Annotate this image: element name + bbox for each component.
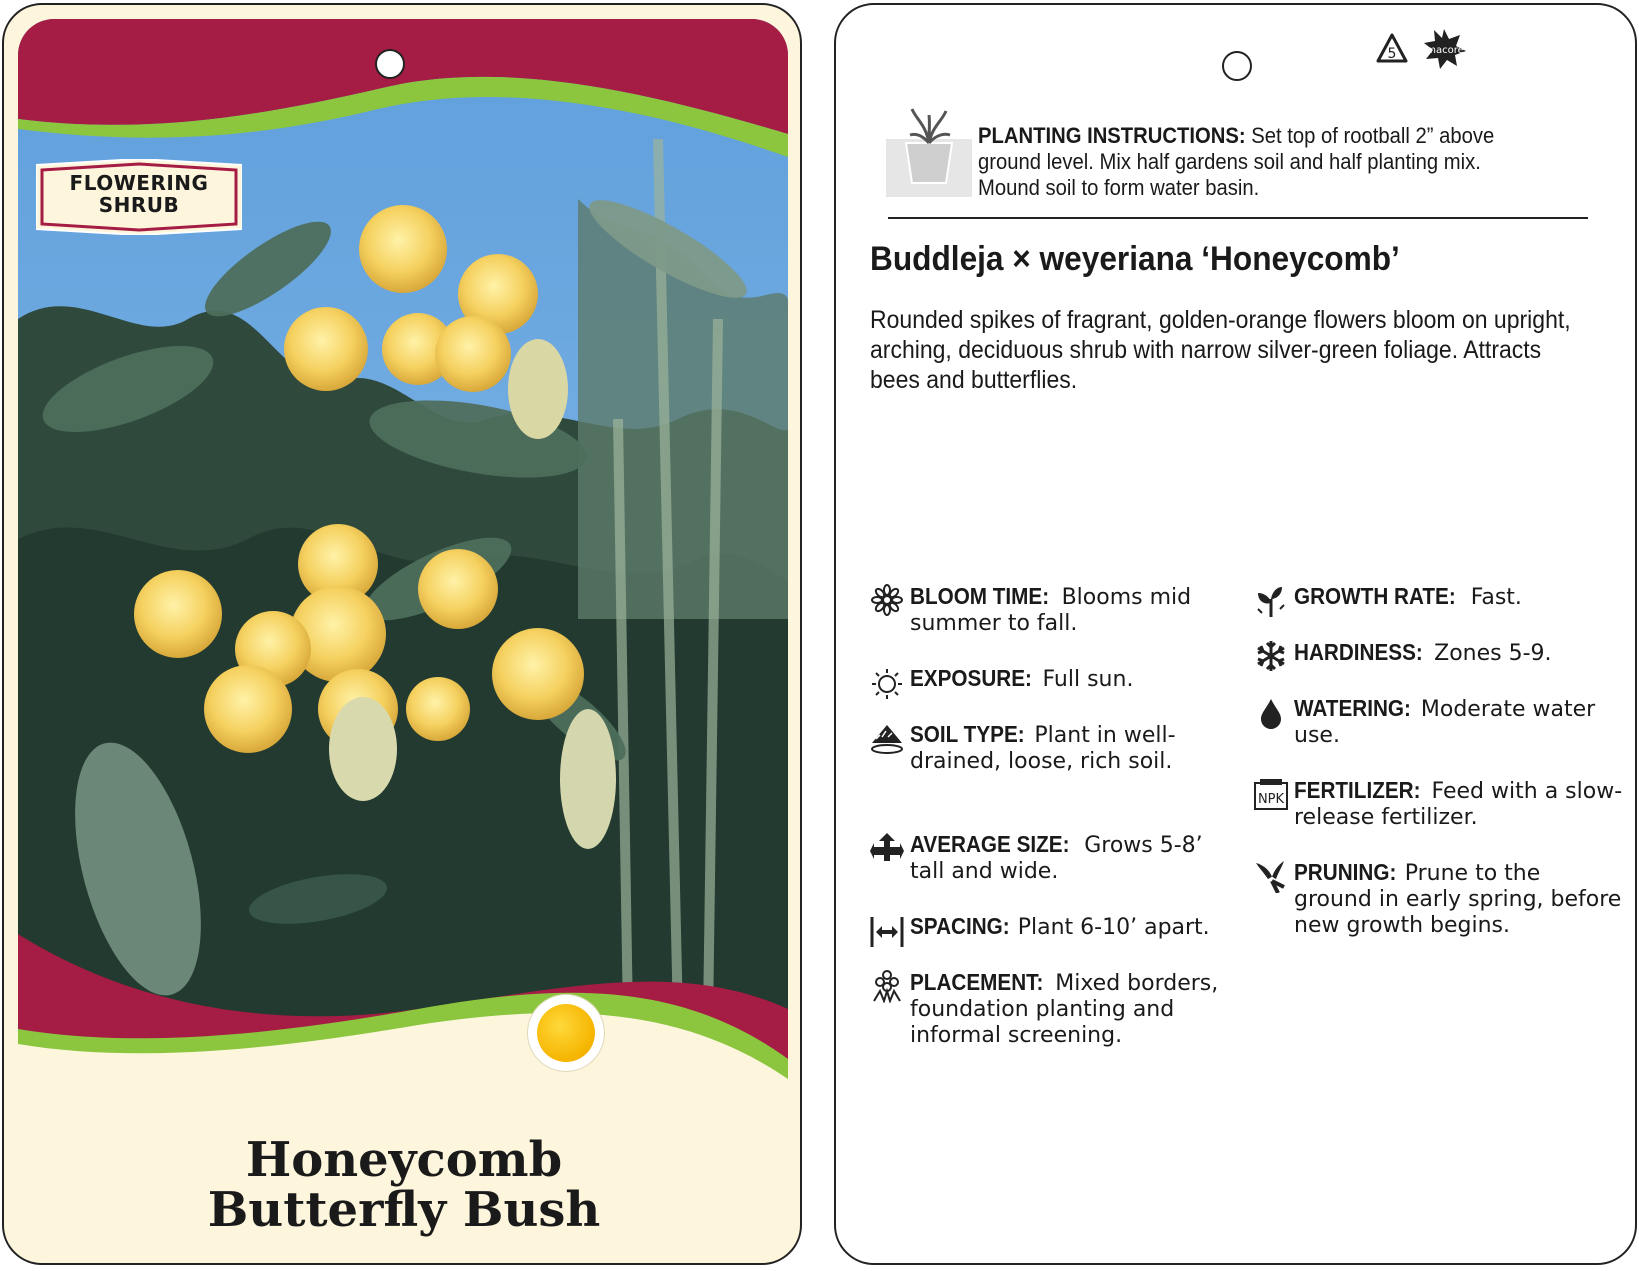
flower-icon xyxy=(870,583,904,617)
attr-label: SOIL TYPE: xyxy=(910,721,1025,747)
recycle-number: 5 xyxy=(1387,46,1397,62)
hang-hole xyxy=(1222,51,1252,81)
water-drop-icon xyxy=(1254,695,1288,729)
attr-text: Plant in well-drained, loose, rich soil. xyxy=(910,723,1176,774)
attr-text: Moderate water use. xyxy=(1294,697,1596,748)
common-name-line-2: Butterfly Bush xyxy=(207,1182,601,1238)
badge-line-1: FLOWERING xyxy=(69,171,209,195)
attr-average-size xyxy=(910,831,1240,885)
recycle-logo xyxy=(1374,29,1474,80)
badge-line-2: SHRUB xyxy=(98,193,180,217)
planting-text: Set top of rootball 2” above ground level. Mix half gardens soil and half planting mix. Mound soil to form water basin. xyxy=(978,123,1495,200)
attr-text: Feed with a slow-release fertilizer. xyxy=(1294,779,1623,830)
attr-text: Fast. xyxy=(1463,585,1522,610)
attr-label: PRUNING: xyxy=(1294,859,1397,885)
attr-text: Mixed borders, foundation planting and informal screening. xyxy=(910,971,1219,1048)
attr-text: Grows 5-8’ tall and wide. xyxy=(910,833,1203,884)
plant-description: Rounded spikes of fragrant, golden-orange flowers bloom on upright, arching, deciduous shrub with narrow silver-green foliage. Attracts bees and butterflies. xyxy=(870,306,1571,394)
attr-label: BLOOM TIME: xyxy=(910,583,1050,609)
attr-text: Prune to the ground in early spring, before new growth begins. xyxy=(1294,861,1622,938)
soil-icon xyxy=(870,721,904,755)
attr-pruning xyxy=(1294,859,1624,939)
scientific-name: Buddleja × weyeriana ‘Honeycomb’ xyxy=(870,240,1400,278)
divider xyxy=(888,217,1588,219)
hang-hole xyxy=(375,49,405,79)
spacing-icon xyxy=(870,913,904,947)
npk-label: NPK xyxy=(1257,792,1285,807)
planting-label: PLANTING INSTRUCTIONS: xyxy=(978,123,1246,148)
attr-label: FERTILIZER: xyxy=(1294,777,1421,803)
size-icon xyxy=(870,831,904,865)
sun-icon xyxy=(870,665,904,699)
snowflake-icon xyxy=(1254,639,1288,673)
attr-label: AVERAGE SIZE: xyxy=(910,831,1070,857)
attr-text: Blooms mid summer to fall. xyxy=(910,585,1192,636)
attr-growth-rate xyxy=(1294,583,1624,611)
recycle-icon xyxy=(1374,29,1474,75)
back-tag xyxy=(834,3,1637,1265)
attr-bloom-time xyxy=(910,583,1240,637)
attr-text: Plant 6-10’ apart. xyxy=(1010,915,1210,940)
attr-spacing xyxy=(910,913,1240,941)
attr-text: Full sun. xyxy=(1035,667,1134,692)
attr-exposure xyxy=(910,665,1240,693)
brand-name: macore xyxy=(1426,45,1464,56)
attr-label: EXPOSURE: xyxy=(910,665,1032,691)
common-name-line-1: Honeycomb xyxy=(245,1132,563,1188)
sun-exposure-dot-icon xyxy=(528,995,604,1071)
attr-label: SPACING: xyxy=(910,913,1010,939)
attr-placement xyxy=(910,969,1240,1049)
badge-text xyxy=(36,172,242,216)
category-badge xyxy=(36,159,242,235)
attr-label: WATERING: xyxy=(1294,695,1411,721)
attr-fertilizer xyxy=(1257,777,1624,831)
sprout-icon xyxy=(1254,583,1288,617)
attr-watering xyxy=(1294,695,1624,749)
attr-label: GROWTH RATE: xyxy=(1294,583,1456,609)
attr-soil-type xyxy=(910,721,1240,775)
attr-label: HARDINESS: xyxy=(1294,639,1423,665)
placement-icon xyxy=(870,969,904,1003)
attr-label: PLACEMENT: xyxy=(910,969,1044,995)
potted-plant-icon xyxy=(886,105,972,202)
front-tag xyxy=(2,3,802,1265)
attr-hardiness xyxy=(1294,639,1624,667)
npk-icon xyxy=(1254,777,1288,811)
planting-instructions xyxy=(978,123,1530,201)
pruners-icon xyxy=(1254,859,1288,893)
attr-text: Zones 5-9. xyxy=(1427,641,1552,666)
